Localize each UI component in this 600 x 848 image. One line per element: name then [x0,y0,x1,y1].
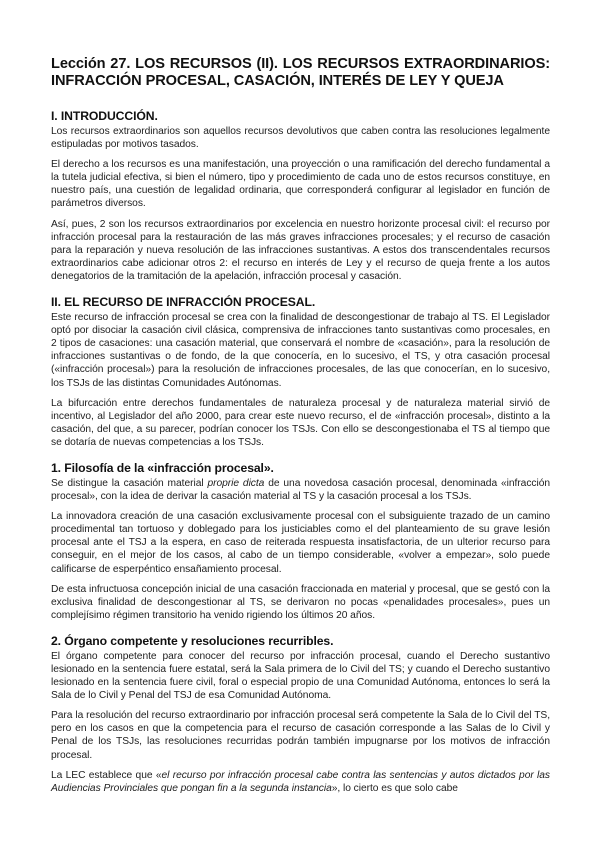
section-infraccion-procesal [51,295,550,449]
paragraph: Los recursos extraordinarios son aquellos recursos devolutivos que caben contra las resoluciones legalmente estipuladas por motivos tasados. [51,126,550,151]
subsection-heading: 1. Filosofía de la «infracción procesal». [51,460,274,475]
subsection-filosofia [51,461,550,622]
paragraph: El órgano competente para conocer del recurso por infracción procesal, cuando el Derecho sustantivo lesionado en la sentencia fuere estatal, será la Sala primera de lo Civil del TS; y cuando el Derecho sustantivo lesionado en la sentencia fuere civil, foral o especial propio de una Comunidad Autónoma, entonces lo será la Sala de lo Civil y Penal del TSJ de esa Comunidad Autónoma. [51,650,550,702]
text-run: Se distingue la casación material [51,477,208,489]
italic-text-run: el recurso por infracción procesal cabe contra las sentencias y autos dictados por las Audiencias Provinciales que pongan fin a la segunda instancia [51,769,551,794]
paragraph [51,769,550,795]
paragraph: El derecho a los recursos es una manifestación, una proyección o una ramificación del derecho fundamental a la tutela judicial efectiva, si bien el número, tipo y procedimiento de cada uno de estos recursos constituye, en nuestro país, una cuestión de legalidad ordinaria, que corresponderá configurar al legislador en función de parámetros diversos. [51,159,550,210]
paragraph: Así, pues, 2 son los recursos extraordinarios por excelencia en nuestro horizonte procesal civil: el recurso por infracción procesal para la restauración de las más graves infracciones procesales; y el recurso de casación para la reparación y nueva resolución de las infracciones sustantivas. A estos dos transcendentales recursos extraordinarios cabe adicionar otros 2: el recurso en interés de Ley y el recurso de queja frente a los autos denegatorios de la tramitación de la apelación, infracción procesal y casación. [51,218,550,282]
paragraph: De esta infructuosa concepción inicial de una casación fraccionada en material y procesal, que se gestó con la exclusiva finalidad de descongestionar al TS, se derivaron no pocas «penalidades procesales», pues un complejísimo régimen transitorio ha venido rigiendo los últimos 20 años. [51,583,550,621]
subsection-organo-competente [51,634,550,795]
paragraph: La innovadora creación de una casación exclusivamente procesal con el subsiguiente trazado de un camino procedimental tan tortuoso y doblegado para los justiciables como el del planteamiento de su grave lesión procesal ante el TSJ a la espera, en caso de reiterada respuesta insatisfactoria, de un ulterior recurso para conseguir, en el mejor de los casos, al cabo de un tiempo considerable, «volver a empezar», solo puede calificarse de esperpéntico ensañamiento procesal. [51,511,550,575]
paragraph: Este recurso de infracción procesal se crea con la finalidad de descongestionar de trabajo al TS. El Legislador optó por disociar la casación civil clásica, comprensiva de infracciones tanto sustantivas como procesales, en 2 tipos de casaciones: una casación material, que conservará el nombre de «casación», para la resolución de infracciones sustantivas o de fondo, de la que conocería, en lo sucesivo, el TS, y otra casación procesal («infracción procesal») para la resolución de infracciones procesales, de las que conocerían, en lo sucesivo, los TSJs de las distintas Comunidades Autónomas. [51,312,550,389]
paragraph [51,477,550,503]
section-heading: II. EL RECURSO DE INFRACCIÓN PROCESAL. [51,295,316,310]
text-run: de una novedosa casación procesal, denominada «infracción procesal», con la idea de derivar la casación material al TS y la casación procesal a los TSJs. [51,477,551,503]
text-run: La LEC establece que « [51,769,162,781]
subsection-heading: 2. Órgano competente y resoluciones recurribles. [51,633,334,648]
paragraph: Para la resolución del recurso extraordinario por infracción procesal será competente la Sala de lo Civil del TS, pero en los casos en que la competencia para el recurso de casación corresponde a las Salas de lo Civil y Penal de los TSJs, las resoluciones recurridas podrán también impugnarse por los motivos de infracción procesal. [51,710,550,761]
paragraph: La bifurcación entre derechos fundamentales de naturaleza procesal y de naturaleza material sirvió de incentivo, al Legislador del año 2000, para crear este nuevo recurso, el de «infracción procesal», distinto a la casación, del que, a su parecer, podrían conocer los TSJs. Con ello se descongestionaba el TS al tiempo que se dotaría de nuevas competencias a los TSJs. [51,397,550,448]
document-title: Lección 27. LOS RECURSOS (II). LOS RECURSOS EXTRAORDINARIOS: INFRACCIÓN PROCESAL, CASACIÓN, INTERÉS DE LEY Y QUEJA [51,56,550,89]
text-run: », lo cierto es que solo cabe [331,782,458,794]
italic-text-run: proprie dicta [207,477,265,489]
section-introduccion [51,109,550,283]
section-heading: I. INTRODUCCIÓN. [51,109,158,123]
